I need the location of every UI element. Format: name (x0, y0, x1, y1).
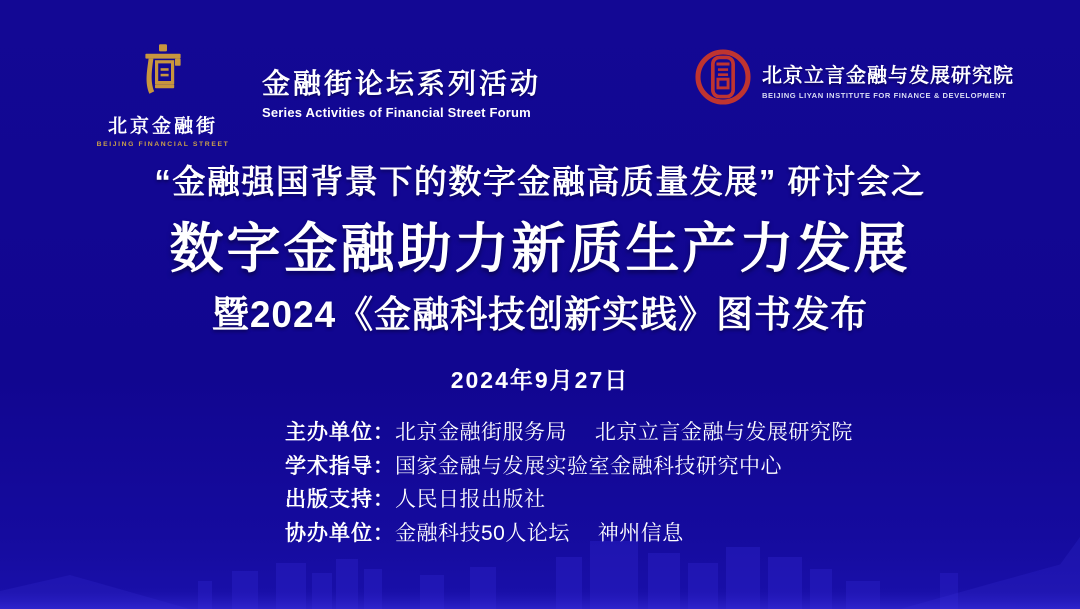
credit-value: 金融科技50人论坛 神州信息 (395, 521, 684, 545)
financial-street-emblem-icon (139, 44, 187, 107)
city-skyline-silhouette (0, 529, 1080, 609)
credit-value: 人民日报出版社 (395, 488, 546, 511)
liyan-institute-en: BEIJING LIYAN INSTITUTE FOR FINANCE & DEVELOPMENT (762, 91, 1007, 100)
event-date: 2024年9月27日 (450, 367, 630, 393)
seminar-subtitle-top: “金融强国背景下的数字金融高质量发展” 研讨会之 (154, 163, 926, 200)
credit-value: 国家金融与发展实验室金融科技研究中心 (395, 454, 782, 478)
event-main-title: 数字金融助力新质生产力发展 (169, 219, 911, 279)
liyan-institute-cn: 北京立言金融与发展研究院 (762, 65, 1014, 87)
financial-street-name-en: BEIJING FINANCIAL STREET (96, 141, 230, 148)
credit-label: 学术指导： (285, 454, 395, 478)
series-title-cn: 金融街论坛系列活动 (262, 68, 542, 99)
credit-label: 出版支持： (285, 488, 395, 511)
financial-street-name-cn: 北京金融街 (107, 116, 218, 137)
credit-label: 协办单位： (285, 521, 395, 545)
financial-street-logo (88, 44, 238, 148)
liyan-seal-icon (694, 48, 752, 111)
header-left (88, 44, 541, 148)
credit-row-host (285, 416, 853, 450)
header-right (694, 48, 1014, 111)
series-activities-block (262, 62, 541, 120)
credit-label: 主办单位： (285, 421, 395, 444)
credit-value: 北京金融街服务局 北京立言金融与发展研究院 (395, 421, 853, 444)
credit-row-publishing (285, 483, 853, 517)
credit-row-academic (285, 450, 853, 484)
series-title-en: Series Activities of Financial Street Forum (262, 105, 531, 120)
book-release-subtitle: 暨2024《金融科技创新实践》图书发布 (211, 294, 869, 335)
liyan-institute-block (762, 59, 1014, 100)
